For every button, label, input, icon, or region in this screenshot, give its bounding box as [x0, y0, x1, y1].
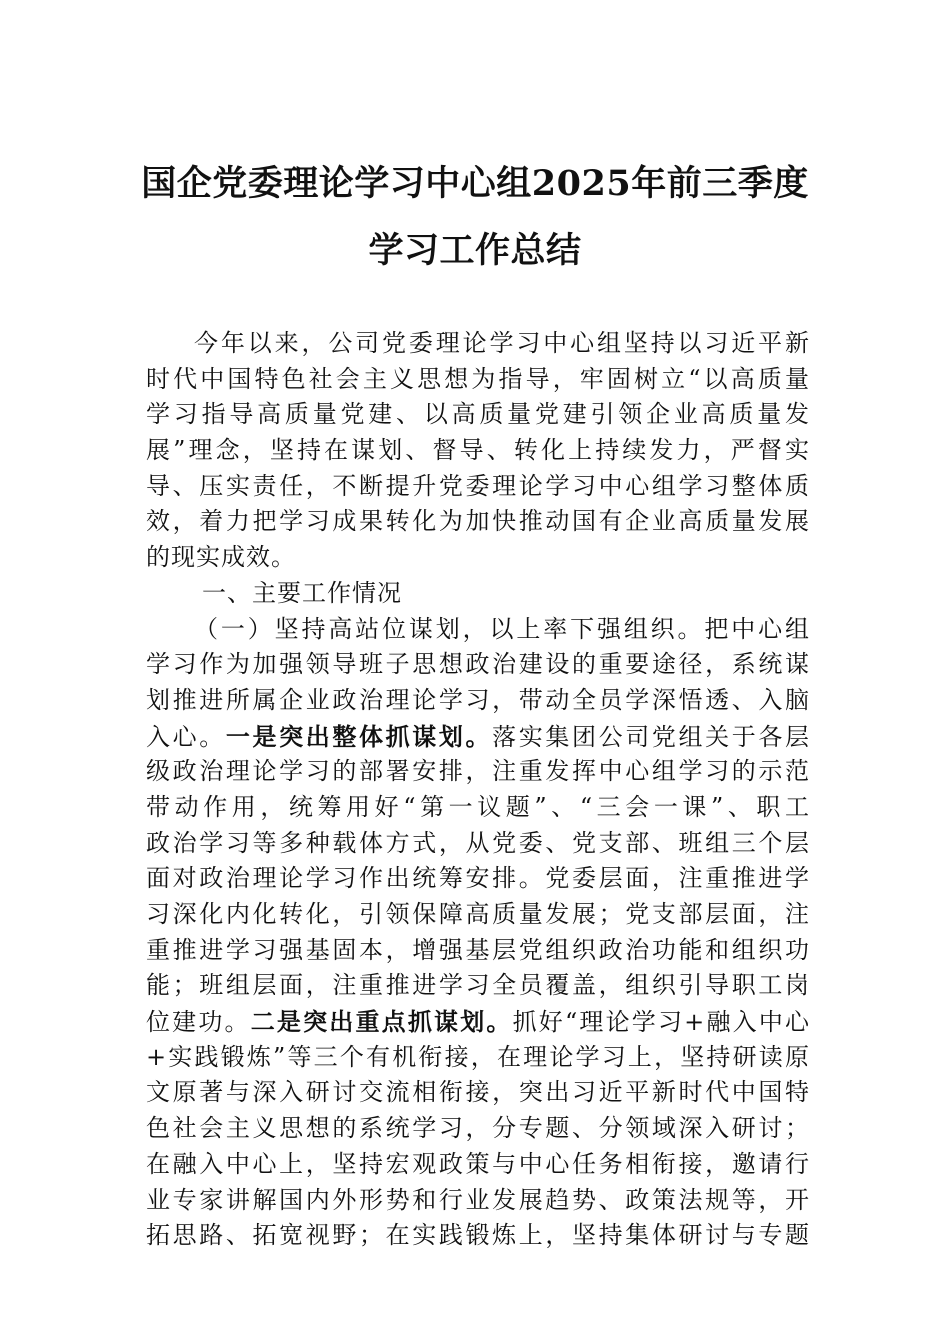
text-segment: （一）坚持高站位谋划，以上率下强组织。把中心组	[194, 614, 810, 643]
text-segment: 重推进学习强基固本，增强基层党组织政治功能和组织功	[146, 935, 810, 964]
text-segment: 位建功。	[146, 1008, 251, 1037]
text-segment: 业专家讲解国内外形势和行业发展趋势、政策法规等，开	[146, 1185, 810, 1214]
paragraph-line	[146, 1111, 810, 1147]
paragraph-line	[146, 397, 810, 433]
paragraph-line	[146, 1075, 810, 1111]
paragraph-line	[146, 826, 810, 862]
text-segment: 抓好“理论学习+融入中心	[512, 1008, 811, 1037]
paragraph-line	[146, 469, 810, 505]
bold-phrase: 一是突出整体抓谋划。	[225, 721, 493, 751]
text-segment: 落实集团公司党组关于各层	[492, 722, 810, 751]
text-segment: 拓思路、拓宽视野；在实践锻炼上，坚持集体研讨与专题	[146, 1221, 810, 1250]
text-segment: 展”理念，坚持在谋划、督导、转化上持续发力，严督实	[146, 436, 810, 465]
paragraph-line	[146, 683, 810, 719]
bold-phrase: 二是突出重点抓谋划。	[250, 1007, 513, 1037]
text-segment: 面对政治理论学习作出统筹安排。党委层面，注重推进学	[146, 864, 810, 893]
text-segment: 文原著与深入研讨交流相衔接，突出习近平新时代中国特	[146, 1078, 810, 1107]
text-segment: 能；班组层面，注重推进学习全员覆盖，组织引导职工岗	[146, 971, 810, 1000]
text-segment: 导、压实责任，不断提升党委理论学习中心组学习整体质	[146, 471, 810, 500]
document-title-line-1: 国企党委理论学习中心组2025年前三季度	[141, 163, 809, 204]
document-body	[146, 326, 810, 1254]
document-title-line-2: 学习工作总结	[368, 230, 582, 271]
paragraph-line	[146, 362, 810, 398]
paragraph-line	[146, 1004, 810, 1040]
paragraph-line	[146, 433, 810, 469]
text-segment: 的现实成效。	[146, 543, 296, 572]
paragraph-line	[146, 933, 810, 969]
paragraph-line	[146, 754, 810, 790]
paragraph-line	[146, 861, 810, 897]
text-segment: 政治学习等多种载体方式，从党委、党支部、班组三个层	[146, 828, 810, 857]
text-segment: 在融入中心上，坚持宏观政策与中心任务相衔接，邀请行	[146, 1149, 810, 1178]
text-segment: 入心。	[146, 722, 226, 751]
paragraph-line	[146, 1147, 810, 1183]
paragraph-line	[146, 647, 810, 683]
paragraph-line	[146, 1218, 810, 1254]
paragraph-line	[146, 540, 810, 576]
text-segment: 效，着力把学习成果转化为加快推动国有企业高质量发展	[146, 507, 810, 536]
paragraph-line	[146, 326, 810, 362]
text-segment: 带动作用，统筹用好“第一议题”、“三会一课”、职工	[146, 792, 810, 821]
paragraph-line	[146, 719, 810, 755]
text-segment: 习深化内化转化，引领保障高质量发展；党支部层面，注	[146, 900, 810, 928]
text-segment: 色社会主义思想的系统学习，分专题、分领域深入研讨；	[146, 1114, 810, 1143]
paragraph-line	[146, 790, 810, 826]
paragraph-line	[146, 897, 810, 933]
text-segment: 学习指导高质量党建、以高质量党建引领企业高质量发	[146, 400, 810, 429]
paragraph-line	[146, 968, 810, 1004]
text-segment: 时代中国特色社会主义思想为指导，牢固树立“以高质量	[146, 364, 810, 393]
text-segment: 今年以来，公司党委理论学习中心组坚持以习近平新	[194, 329, 810, 357]
text-segment: 划推进所属企业政治理论学习，带动全员学深悟透、入脑	[146, 685, 810, 714]
text-segment: 级政治理论学习的部署安排，注重发挥中心组学习的示范	[146, 757, 810, 786]
text-segment: 学习作为加强领导班子思想政治建设的重要途径，系统谋	[146, 650, 810, 679]
text-segment: 一、主要工作情况	[202, 578, 402, 607]
section-heading	[146, 576, 810, 612]
text-segment: +实践锻炼”等三个有机衔接，在理论学习上，坚持研读原	[146, 1042, 810, 1071]
paragraph-line	[146, 1183, 810, 1219]
paragraph-line	[146, 612, 810, 648]
paragraph-line	[146, 1040, 810, 1076]
paragraph-line	[146, 504, 810, 540]
